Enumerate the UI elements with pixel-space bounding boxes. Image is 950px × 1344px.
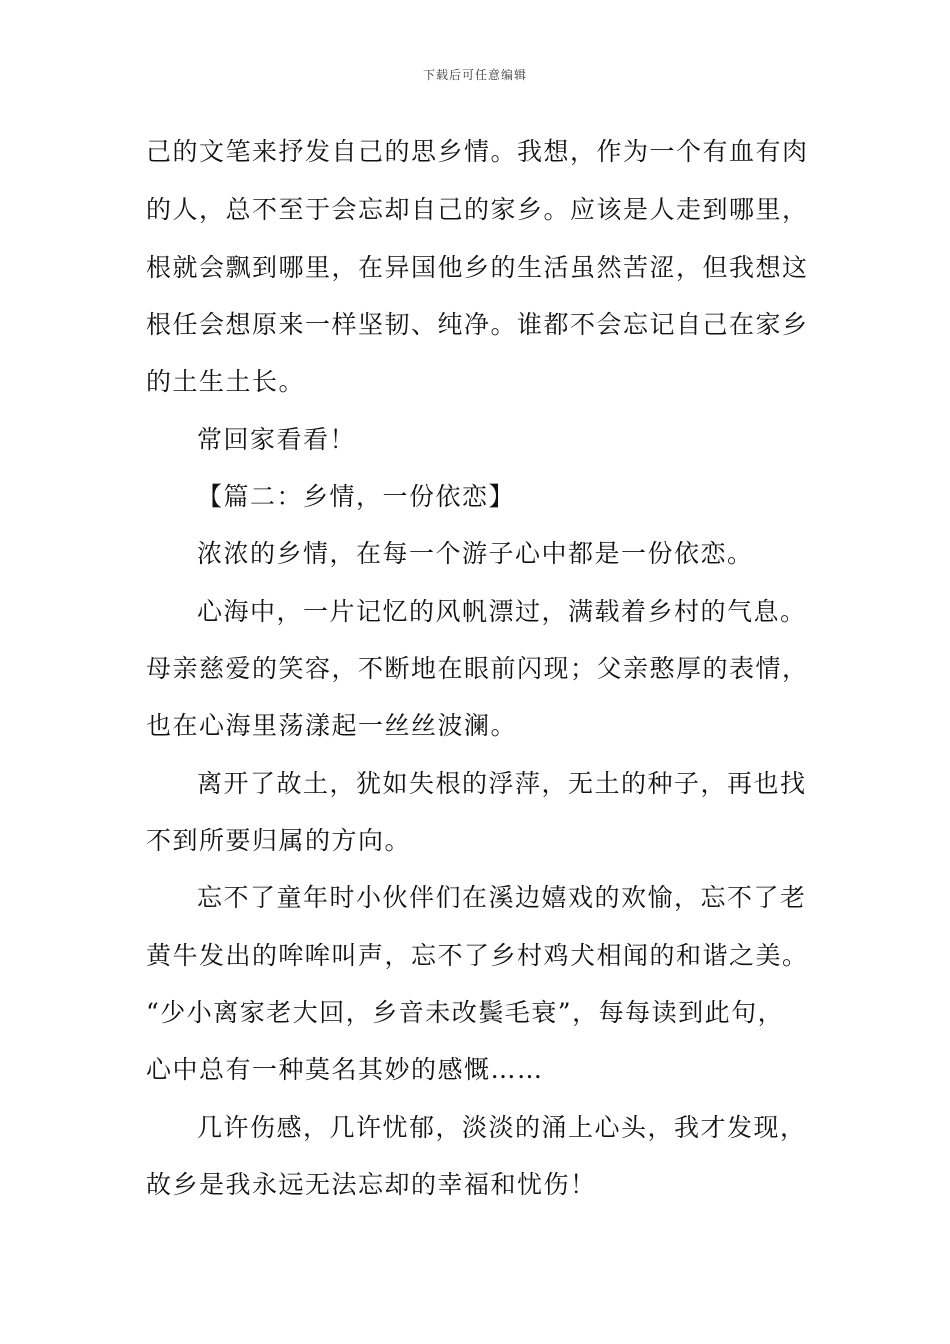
text-line: 浓浓的乡情，在每一个游子心中都是一份依恋。 [197,539,754,568]
text-line: 故乡是我永远无法忘却的幸福和忧伤！ [146,1170,597,1199]
text-line: 心海中，一片记忆的风帆漂过，满载着乡村的气息。 [197,597,807,626]
text-line: 也在心海里荡漾起一丝丝波澜。 [146,711,518,740]
text-line: 己的文笔来抒发自己的思乡情。我想，作为一个有血有肉 [146,137,809,166]
text-line: 的人，总不至于会忘却自己的家乡。应该是人走到哪里， [146,195,809,224]
text-line: 母亲慈爱的笑容，不断地在眼前闪现；父亲憨厚的表情， [146,654,809,683]
text-line: 根任会想原来一样坚韧、纯净。谁都不会忘记自己在家乡 [146,310,809,339]
text-line: 心中总有一种莫名其妙的感慨…… [146,1055,544,1084]
page-header: 下载后可任意编辑 [422,68,527,82]
text-line: 常回家看看！ [197,425,357,454]
text-line: 根就会飘到哪里，在异国他乡的生活虽然苦涩，但我想这 [146,253,809,282]
text-line: 不到所要归属的方向。 [146,826,412,855]
text-line: 离开了故土，犹如失根的浮萍，无土的种子，再也找 [197,769,807,798]
text-line: 忘不了童年时小伙伴们在溪边嬉戏的欢愉，忘不了老 [197,883,807,912]
text-line: 几许伤感，几许忧郁，淡淡的涌上心头，我才发现， [197,1113,807,1142]
text-line: “少小离家老大回，乡音未改鬓毛衰”，每每读到此句， [146,998,785,1027]
text-line: 黄牛发出的哞哞叫声，忘不了乡村鸡犬相闻的和谐之美。 [146,941,809,970]
text-line: 的土生土长。 [146,367,306,396]
section-heading: 【篇二：乡情，一份依恋】 [197,482,516,511]
